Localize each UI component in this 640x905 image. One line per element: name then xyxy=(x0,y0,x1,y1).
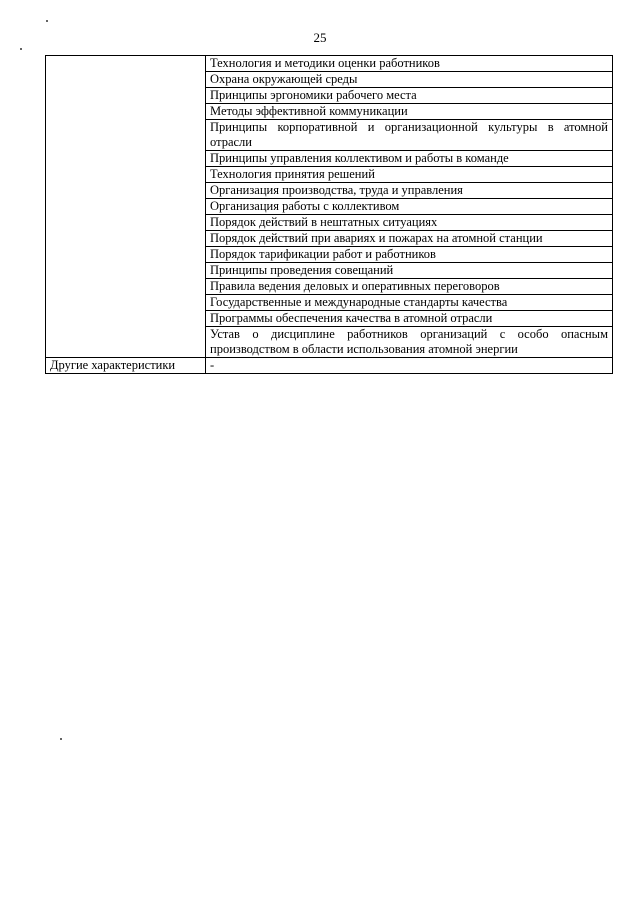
page-number: 25 xyxy=(313,30,327,45)
other-characteristics-label: Другие характеристики xyxy=(46,358,206,374)
scan-speck xyxy=(20,48,22,50)
list-item: Программы обеспечения качества в атомной отрасли xyxy=(206,311,613,327)
list-item: Устав о дисциплине работников организаций с особо опасным производством в области использования атомной энергии xyxy=(206,327,613,358)
scan-speck xyxy=(46,20,48,22)
list-item: Организация производства, труда и управления xyxy=(206,183,613,199)
other-characteristics-value: - xyxy=(206,358,613,374)
list-item: Принципы проведения совещаний xyxy=(206,263,613,279)
list-item: Принципы эргономики рабочего места xyxy=(206,88,613,104)
list-item: Технология и методики оценки работников xyxy=(206,56,613,72)
list-item: Принципы корпоративной и организационной культуры в атомной отрасли xyxy=(206,120,613,151)
list-item: Методы эффективной коммуникации xyxy=(206,104,613,120)
list-item: Порядок действий в нештатных ситуациях xyxy=(206,215,613,231)
requirements-table xyxy=(45,55,613,374)
scan-speck xyxy=(60,738,62,740)
list-item: Принципы управления коллективом и работы в команде xyxy=(206,151,613,167)
list-item: Государственные и международные стандарты качества xyxy=(206,295,613,311)
list-item: Организация работы с коллективом xyxy=(206,199,613,215)
list-item: Порядок действий при авариях и пожарах на атомной станции xyxy=(206,231,613,247)
table-row xyxy=(46,56,613,72)
list-item: Порядок тарификации работ и работников xyxy=(206,247,613,263)
list-item: Охрана окружающей среды xyxy=(206,72,613,88)
list-item: Правила ведения деловых и оперативных переговоров xyxy=(206,279,613,295)
list-item: Технология принятия решений xyxy=(206,167,613,183)
table-row-other xyxy=(46,358,613,374)
empty-label-cell xyxy=(46,56,206,358)
